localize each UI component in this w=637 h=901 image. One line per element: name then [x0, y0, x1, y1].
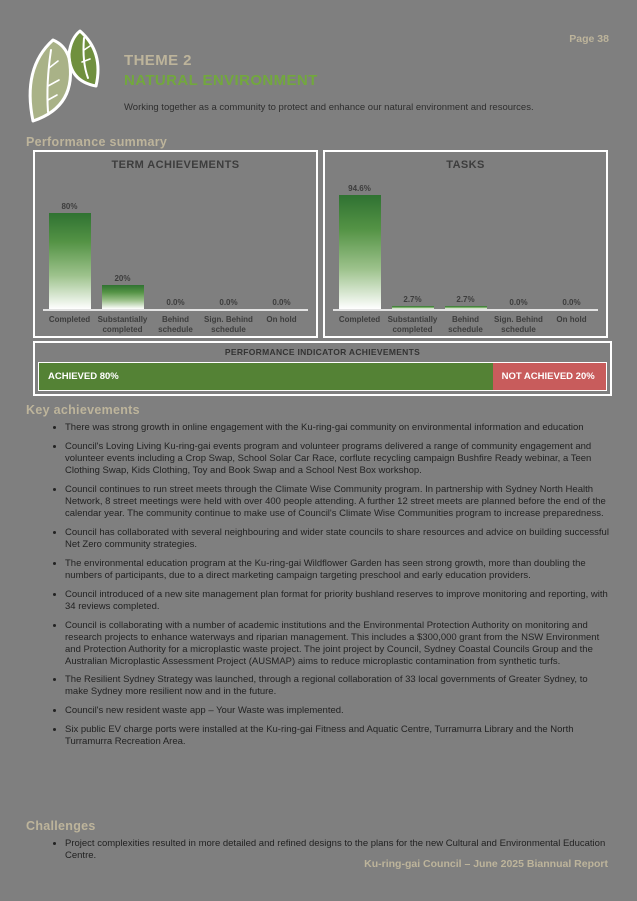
bar-value-label: 2.7%: [456, 295, 475, 304]
bar: [102, 285, 144, 309]
bar-column: [255, 298, 308, 309]
chart-term-achievements: [33, 150, 318, 338]
indicator-segment: ACHIEVED 80%: [39, 363, 493, 390]
bar-column: [43, 202, 96, 309]
list-item: • Project complexities resulted in more detailed and refined designs to the plans for the new Cultural and Environmental Education Centre.: [65, 838, 610, 862]
category-label: Sign. Behind schedule: [494, 315, 543, 334]
footer-text: Ku-ring-gai Council – June 2025 Biannual Report: [364, 858, 608, 870]
bar-value-label: 2.7%: [403, 295, 422, 304]
bar: [392, 306, 434, 309]
bar-column: [149, 298, 202, 309]
indicator-segment: NOT ACHIEVED 20%: [493, 363, 606, 390]
page-number: Page 38: [569, 33, 609, 45]
bar-value-label: 94.6%: [348, 184, 371, 193]
leaves-logo-icon: [20, 28, 108, 126]
bar-value-label: 20%: [114, 274, 131, 283]
chart-title: TASKS: [446, 159, 485, 171]
list-item: • The Resilient Sydney Strategy was launched, through a regional collaboration of 33 local governments of Greater Sydney, to make Sydney more resilient now and in the future.: [65, 674, 610, 698]
header-text-block: [124, 28, 534, 126]
category-label: On hold: [556, 315, 587, 324]
bar-column: [439, 295, 492, 309]
list-item: • Six public EV charge ports were installed at the Ku-ring-gai Fitness and Aquatic Centre, Turramurra Library and the North Turramurra Recreation Area.: [65, 724, 610, 748]
bar-column: [386, 295, 439, 309]
category-label: Sign. Behind schedule: [204, 315, 253, 334]
bar: [49, 213, 91, 309]
category-labels-row: [333, 315, 598, 334]
list-item: • Council's new resident waste app – Your Waste was implemented.: [65, 705, 610, 717]
x-axis-line: [43, 309, 308, 311]
key-achievements-list: [33, 422, 610, 755]
bar-value-label: 0.0%: [509, 298, 528, 307]
list-item: • Council continues to run street meets through the Climate Wise Community program. In partnership with Sydney North Health Network, 8 street meetings were held with over 400 people attending. A further 12 street meets are planned before the end of the calendar year. The community continue to make use of Council's Climate Wise Communities program to increase preparedness.: [65, 484, 610, 520]
bar-column: [492, 298, 545, 309]
category-label: Substantially completed: [97, 315, 148, 334]
section-heading-performance-summary: Performance summary: [26, 135, 168, 149]
category-label: Completed: [48, 315, 91, 324]
bar-value-label: 0.0%: [272, 298, 291, 307]
category-label: On hold: [266, 315, 297, 324]
bar-column: [545, 298, 598, 309]
category-label: Behind schedule: [448, 315, 483, 334]
chart-title: TERM ACHIEVEMENTS: [111, 159, 240, 171]
list-item: • The environmental education program at the Ku-ring-gai Wildflower Garden has seen strong growth, more than doubling the numbers of participants, due to a direct marketing campaign targeting preschool and early education providers.: [65, 558, 610, 582]
bar: [339, 195, 381, 309]
category-label: Completed: [338, 315, 381, 324]
charts-row: [33, 150, 608, 338]
page-header: [20, 28, 534, 126]
category-labels-row: [43, 315, 308, 334]
chart-tasks: [323, 150, 608, 338]
bar-value-label: 80%: [61, 202, 78, 211]
x-axis-line: [333, 309, 598, 311]
list-item: • Council introduced of a new site management plan format for priority bushland reserves to improve monitoring and reporting, with 34 reviews completed.: [65, 589, 610, 613]
bar-column: [333, 184, 386, 309]
bar-value-label: 0.0%: [562, 298, 581, 307]
bar-value-label: 0.0%: [219, 298, 238, 307]
list-item: • Council has collaborated with several neighbouring and wider state councils to share resources and advice on building successful Net Zero community strategies.: [65, 527, 610, 551]
category-label: Behind schedule: [158, 315, 193, 334]
page-title: NATURAL ENVIRONMENT: [124, 72, 318, 89]
bar-column: [96, 274, 149, 309]
section-heading-challenges: Challenges: [26, 819, 96, 833]
section-heading-key-achievements: Key achievements: [26, 403, 140, 417]
list-item: • Council is collaborating with a number of academic institutions and the Environmental Protection Authority on monitoring and research projects to enhance waterways and riparian management. This includes a $300,000 grant from the NSW Environment and Protection Authority for a microplastic waste project. The joint project by Council, Sydney Coastal Councils Group and the Australian Microplastic Assessment Project (AUSMAP) aims to reduce microplastic contamination from synthetic turfs.: [65, 620, 610, 668]
bar-column: [202, 298, 255, 309]
bar-chart-plot: [325, 171, 606, 334]
bar-chart-plot: [35, 171, 316, 334]
header-description: Working together as a community to protect and enhance our natural environment and resources.: [124, 102, 534, 113]
list-item: • Council's Loving Living Ku-ring-gai events program and volunteer programs delivered a range of community engagement and volunteer events including a Crop Swap, School Solar Car Race, corflute recycling campaign Bushfire Ready webinar, a Teen Clothing Swap, Kids Clothing, Toy and Book Swap and a School Nest Box workshop.: [65, 441, 610, 477]
theme-label: THEME 2: [124, 52, 192, 69]
performance-indicator-bar: [38, 362, 607, 391]
performance-indicator-title: PERFORMANCE INDICATOR ACHIEVEMENTS: [224, 347, 421, 357]
bars-row: [43, 177, 308, 309]
bars-row: [333, 177, 598, 309]
list-item: • There was strong growth in online engagement with the Ku-ring-gai community on environmental information and education: [65, 422, 610, 434]
category-label: Substantially completed: [387, 315, 438, 334]
performance-indicator-box: [33, 341, 612, 396]
bar-value-label: 0.0%: [166, 298, 185, 307]
bar: [445, 306, 487, 309]
